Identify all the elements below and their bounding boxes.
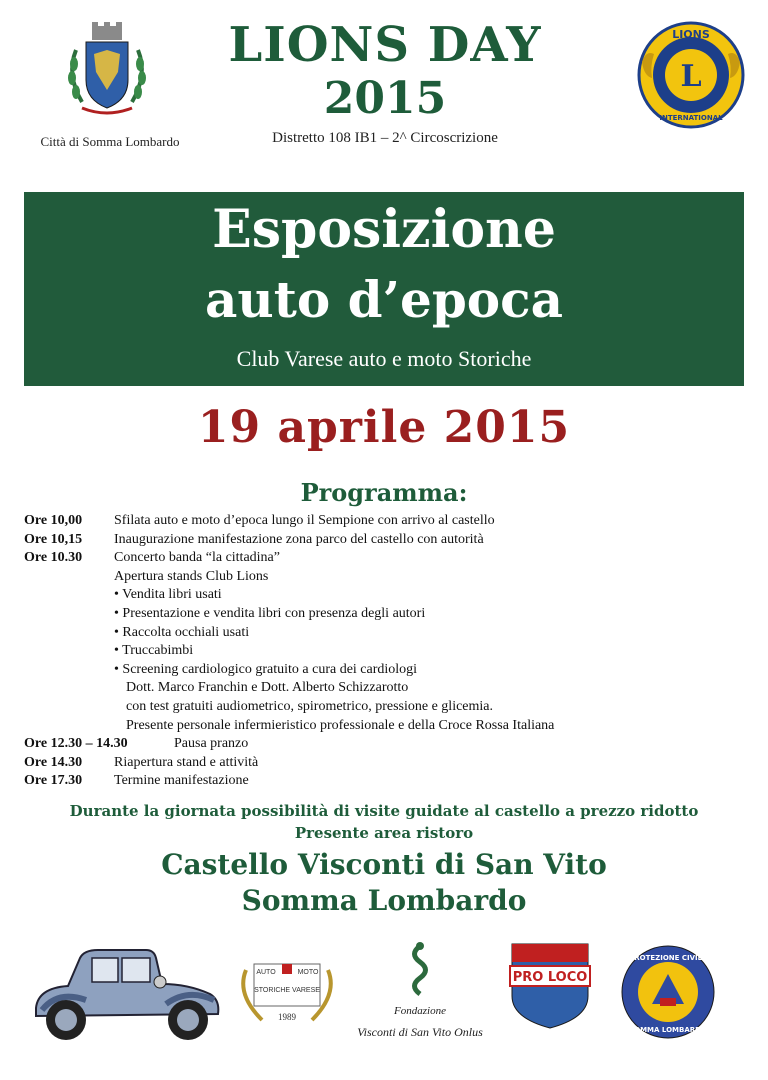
schedule-row [24, 568, 754, 587]
vintage-car-icon [28, 938, 224, 1048]
schedule-time: Ore 10.30 [24, 550, 83, 566]
venue-name: Castello Visconti di San Vito [161, 848, 607, 881]
schedule-desc: Concerto banda “la cittadina” [114, 550, 280, 566]
schedule-row [24, 772, 754, 791]
refreshment-note: Presente area ristoro [294, 824, 474, 842]
schedule-desc: Inaugurazione manifestazione zona parco del castello con autorità [114, 531, 484, 547]
banner-heading-line1: Esposizione [212, 199, 556, 260]
fondazione-name: Visconti di San Vito Onlus [357, 1025, 483, 1039]
schedule-desc: • Presentazione e vendita libri con presenza degli autori [114, 605, 426, 621]
schedule-desc: • Screening cardiologico gratuito a cura dei cardiologi [114, 661, 418, 677]
schedule-desc: Riapertura stand e attività [114, 754, 259, 770]
event-year: 2015 [323, 73, 447, 124]
tower-crown-icon [92, 22, 122, 40]
shield-icon [86, 42, 128, 108]
schedule-desc: Sfilata auto e moto d’epoca lungo il Sempione con arrivo al castello [114, 513, 495, 528]
visconti-serpent-icon [415, 946, 426, 994]
club-logo-moto: MOTO [297, 969, 319, 976]
lions-logo-letter: L [680, 59, 702, 94]
schedule-desc: Presente personale infermieristico professionale e della Croce Rossa Italiana [126, 717, 555, 733]
schedule-time: Ore 10,15 [24, 531, 83, 547]
programma-title: Programma: [300, 478, 468, 507]
schedule-row [24, 586, 754, 605]
protezione-civile-logo [620, 944, 716, 1040]
fondazione-visconti-logo [345, 940, 495, 1050]
event-title: LIONS DAY [228, 17, 542, 73]
schedule-row [24, 512, 754, 531]
schedule-desc: Termine manifestazione [114, 773, 249, 789]
schedule-row [24, 717, 754, 736]
schedule-desc: • Vendita libri usati [114, 587, 222, 603]
guided-tours-note: Durante la giornata possibilità di visite guidate al castello a prezzo ridotto [69, 802, 699, 820]
lions-logo-top-text: LIONS [672, 28, 710, 41]
schedule-list [24, 512, 754, 791]
schedule-row [24, 735, 754, 754]
club-logo-auto: AUTO [256, 969, 276, 976]
schedule-row [24, 661, 754, 680]
schedule-desc: Dott. Marco Franchin e Dott. Alberto Schizzarotto [126, 680, 409, 696]
lions-international-logo [636, 20, 746, 130]
district-text: Distretto 108 IB1 – 2^ Circoscrizione [272, 130, 498, 146]
pro-loco-logo [508, 940, 592, 1032]
banner-club-name: Club Varese auto e moto Storiche [236, 346, 532, 371]
protezione-top-text: PROTEZIONE CIVILE [629, 954, 707, 962]
schedule-time: Ore 12.30 – 14.30 [24, 736, 128, 752]
club-logo-name: STORICHE VARESE [254, 987, 320, 994]
schedule-row [24, 642, 754, 661]
protezione-bottom-text: SOMMA LOMBARDO [629, 1026, 707, 1034]
schedule-time: Ore 14.30 [24, 754, 83, 770]
schedule-desc: • Raccolta occhiali usati [114, 624, 250, 640]
schedule-row [24, 698, 754, 717]
schedule-row [24, 549, 754, 568]
pro-loco-text: PRO LOCO [512, 970, 588, 985]
schedule-row [24, 624, 754, 643]
exhibition-banner [24, 192, 744, 386]
schedule-row [24, 531, 754, 550]
city-crest-logo [62, 20, 152, 120]
lions-logo-bottom-text: INTERNATIONAL [659, 114, 723, 122]
venue-town: Somma Lombardo [241, 884, 527, 917]
event-date: 19 aprile 2015 [197, 402, 571, 453]
schedule-time: Ore 10,00 [24, 513, 83, 528]
schedule-row [24, 605, 754, 624]
schedule-desc: Pausa pranzo [174, 736, 249, 752]
club-auto-moto-storiche-logo [232, 950, 342, 1030]
schedule-row [24, 679, 754, 698]
schedule-desc: con test gratuiti audiometrico, spirometrico, pressione e glicemia. [126, 698, 494, 714]
schedule-desc: • Truccabimbi [114, 643, 194, 659]
city-name: Città di Somma Lombardo [40, 134, 180, 149]
schedule-row [24, 754, 754, 773]
schedule-desc: Apertura stands Club Lions [114, 568, 269, 584]
schedule-time: Ore 17.30 [24, 773, 83, 789]
banner-heading-line2: auto d’epoca [205, 270, 563, 329]
club-logo-year: 1989 [278, 1012, 296, 1022]
fondazione-label: Fondazione [394, 1005, 446, 1017]
